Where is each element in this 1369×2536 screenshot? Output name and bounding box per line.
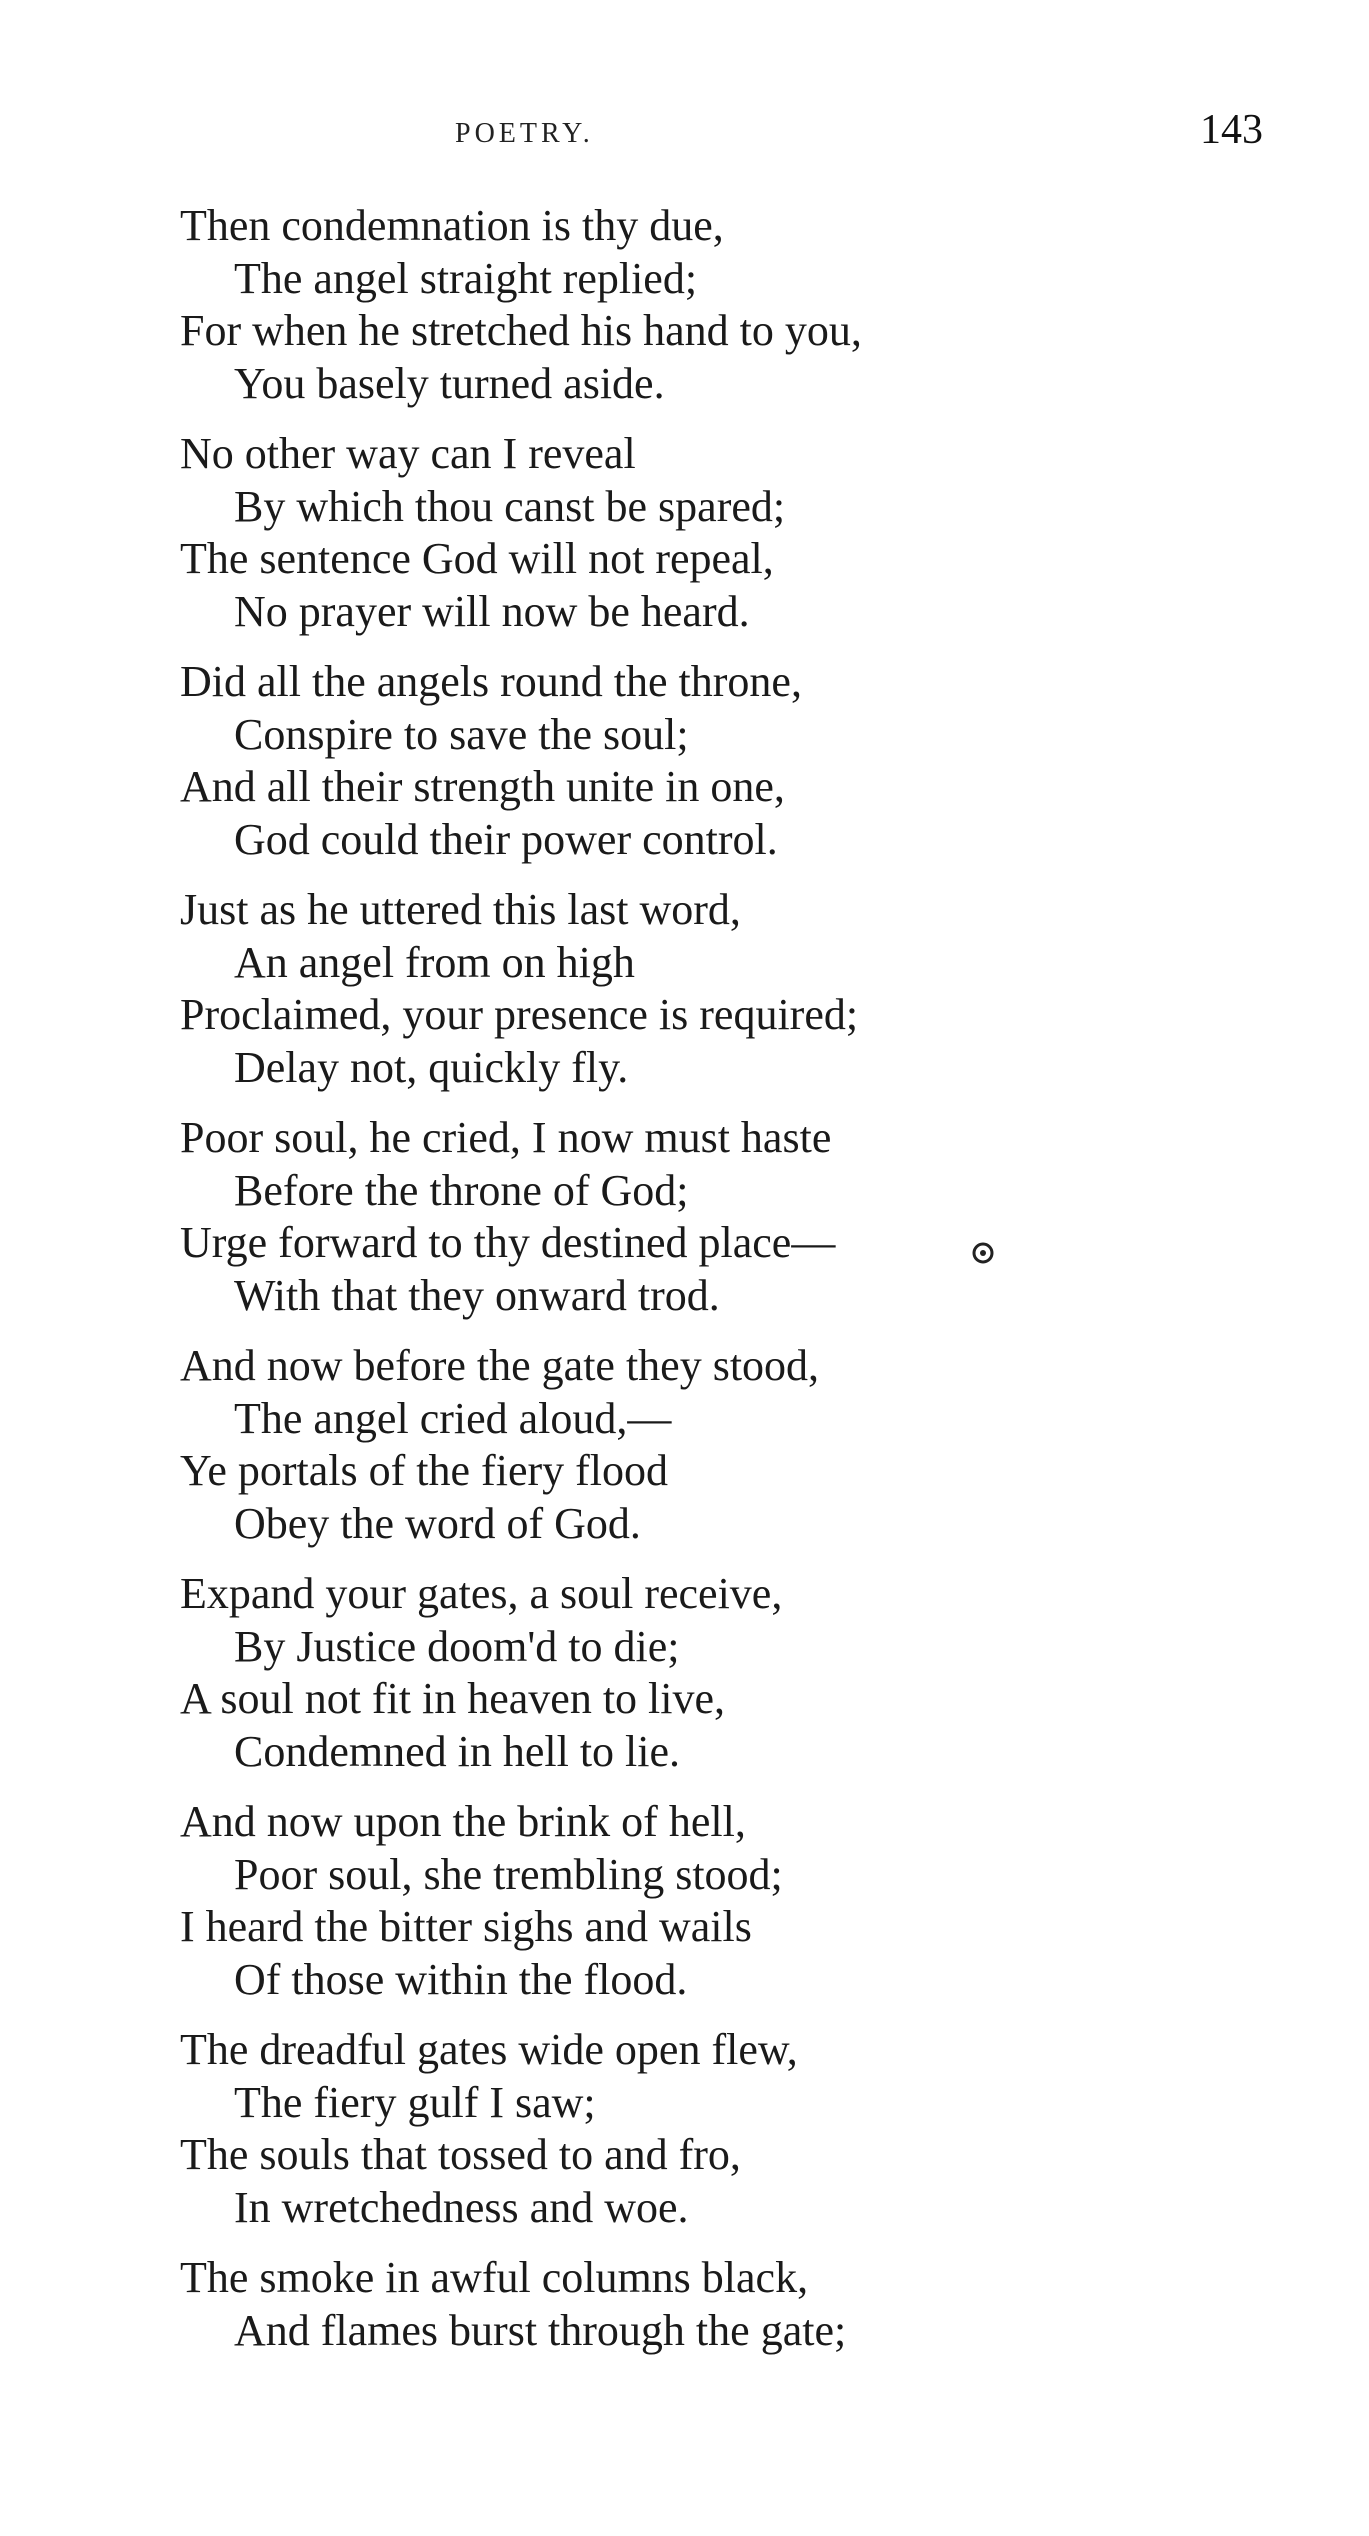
verse-line: Ye portals of the fiery flood <box>180 1446 668 1495</box>
poem-body <box>180 200 1300 2375</box>
verse-line: By Justice doom'd to die; <box>234 1621 680 1671</box>
verse-line: No prayer will now be heard. <box>234 586 750 636</box>
running-head-title: POETRY. <box>455 118 594 149</box>
verse-line: The sentence God will not repeal, <box>180 534 774 583</box>
verse-line: Urge forward to thy destined place— <box>180 1218 836 1267</box>
verse-line: The angel straight replied; <box>234 253 698 303</box>
verse-line: I heard the bitter sighs and wails <box>180 1902 752 1951</box>
verse-line: The smoke in awful columns black, <box>180 2253 809 2302</box>
verse-line: Obey the word of God. <box>234 1498 641 1548</box>
stanza <box>180 1796 1300 2006</box>
verse-line: The fiery gulf I saw; <box>234 2077 596 2127</box>
verse-line: And flames burst through the gate; <box>234 2305 847 2355</box>
verse-line: The dreadful gates wide open flew, <box>180 2025 798 2074</box>
stanza <box>180 1340 1300 1550</box>
stanza <box>180 200 1300 410</box>
verse-line: No other way can I reveal <box>180 429 636 478</box>
verse-line: You basely turned aside. <box>234 358 665 408</box>
verse-line: An angel from on high <box>234 937 635 987</box>
verse-line: Of those within the flood. <box>234 1954 688 2004</box>
verse-line: Before the throne of God; <box>234 1165 689 1215</box>
stanza <box>180 428 1300 638</box>
verse-line: For when he stretched his hand to you, <box>180 306 862 355</box>
verse-line: Conspire to save the soul; <box>234 709 689 759</box>
verse-line: And now upon the brink of hell, <box>180 1797 746 1846</box>
verse-line: Delay not, quickly fly. <box>234 1042 629 1092</box>
verse-line: Poor soul, he cried, I now must haste <box>180 1113 832 1162</box>
verse-line: The angel cried aloud,— <box>234 1393 672 1443</box>
verse-line: In wretchedness and woe. <box>234 2182 689 2232</box>
stanza <box>180 656 1300 866</box>
stanza <box>180 2252 1300 2357</box>
verse-line: And all their strength unite in one, <box>180 762 785 811</box>
stanza <box>180 884 1300 1094</box>
verse-line: A soul not fit in heaven to live, <box>180 1674 726 1723</box>
verse-line: Proclaimed, your presence is required; <box>180 990 859 1039</box>
verse-line: With that they onward trod. <box>234 1270 720 1320</box>
ink-blot-icon <box>968 1238 998 1268</box>
verse-line: And now before the gate they stood, <box>180 1341 820 1390</box>
stanza <box>180 1568 1300 1778</box>
stanza <box>180 2024 1300 2234</box>
verse-line: Just as he uttered this last word, <box>180 885 741 934</box>
verse-line: God could their power control. <box>234 814 778 864</box>
page-number: 143 <box>1200 107 1263 153</box>
verse-line: By which thou canst be spared; <box>234 481 786 531</box>
verse-line: Did all the angels round the throne, <box>180 657 802 706</box>
running-head <box>0 107 1369 158</box>
verse-line: Then condemnation is thy due, <box>180 201 724 250</box>
verse-line: The souls that tossed to and fro, <box>180 2130 741 2179</box>
verse-line: Expand your gates, a soul receive, <box>180 1569 783 1618</box>
stanza <box>180 1112 1300 1322</box>
verse-line: Poor soul, she trembling stood; <box>234 1849 783 1899</box>
verse-line: Condemned in hell to lie. <box>234 1726 681 1776</box>
